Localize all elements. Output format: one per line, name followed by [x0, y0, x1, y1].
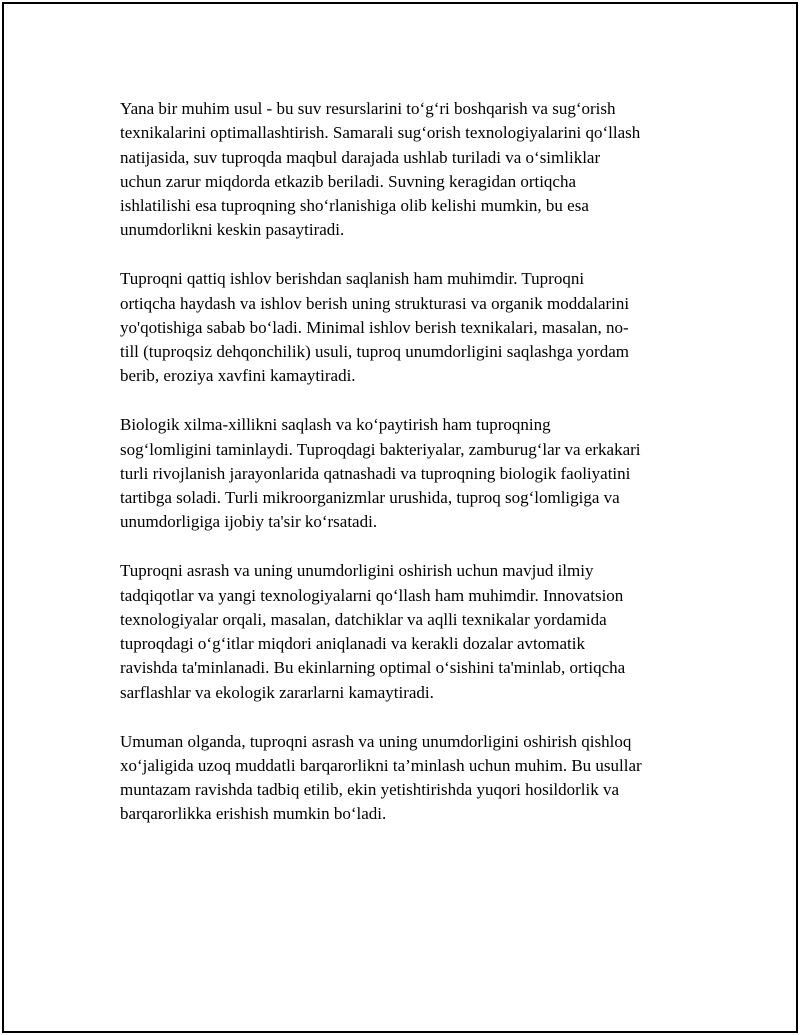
paragraph	[120, 559, 680, 705]
text-line: ortiqcha haydash va ishlov berish uning strukturasi va organik moddalarini	[120, 293, 630, 313]
text-line: tartibga soladi. Turli mikroorganizmlar urushida, tuproq sog‘lomligiga va	[120, 488, 620, 508]
text-line: natijasida, suv tuproqda maqbul darajada ushlab turiladi va o‘simliklar	[120, 147, 601, 167]
text-line: unumdorligiga ijobiy ta'sir ko‘rsatadi.	[120, 512, 378, 532]
text-line: unumdorlikni keskin pasaytiradi.	[120, 220, 345, 240]
text-line: berib, eroziya xavfini kamaytiradi.	[120, 366, 356, 386]
text-line: tuproqdagi o‘g‘itlar miqdori aniqlanadi va kerakli dozalar avtomatik	[120, 634, 585, 654]
text-line: till (tuproqsiz dehqonchilik) usuli, tuproq unumdorligini saqlashga yordam	[120, 342, 629, 362]
text-line: tadqiqotlar va yangi texnologiyalarni qo‘llash ham muhimdir. Innovatsion	[120, 585, 624, 605]
text-line: yo'qotishiga sabab bo‘ladi. Minimal ishlov berish texnikalari, masalan, no-	[120, 317, 629, 337]
paragraph	[120, 413, 680, 534]
text-line: Biologik xilma-xillikni saqlash va ko‘paytirish ham tuproqning	[120, 415, 551, 435]
text-line: Tuproqni qattiq ishlov berishdan saqlanish ham muhimdir. Tuproqni	[120, 269, 585, 289]
paragraph	[120, 97, 680, 243]
text-line: Tuproqni asrash va uning unumdorligini oshirish uchun mavjud ilmiy	[120, 561, 594, 581]
paragraph	[120, 730, 680, 827]
document-page	[2, 2, 798, 1033]
text-line: texnologiyalar orqali, masalan, datchiklar va aqlli texnikalar yordamida	[120, 609, 607, 629]
text-line: barqarorlikka erishish mumkin bo‘ladi.	[120, 804, 387, 824]
paragraph	[120, 267, 680, 388]
document-body	[120, 97, 680, 851]
text-line: texnikalarini optimallashtirish. Samarali sug‘orish texnologiyalarini qo‘llash	[120, 123, 641, 143]
text-line: Umuman olganda, tuproqni asrash va uning unumdorligini oshirish qishloq	[120, 731, 632, 751]
text-line: muntazam ravishda tadbiq etilib, ekin yetishtirishda yuqori hosildorlik va	[120, 780, 620, 800]
text-line: Yana bir muhim usul - bu suv resurslarini to‘g‘ri boshqarish va sug‘orish	[120, 99, 616, 118]
text-line: xo‘jaligida uzoq muddatli barqarorlikni ta’minlash uchun muhim. Bu usullar	[120, 755, 642, 775]
text-line: ravishda ta'minlanadi. Bu ekinlarning optimal o‘sishini ta'minlab, ortiqcha	[120, 658, 626, 678]
text-line: uchun zarur miqdorda etkazib beriladi. Suvning keragidan ortiqcha	[120, 171, 577, 191]
text-line: turli rivojlanish jarayonlarida qatnashadi va tuproqning biologik faoliyatini	[120, 463, 631, 483]
text-line: sog‘lomligini taminlaydi. Tuproqdagi bakteriyalar, zamburug‘lar va erkakari	[120, 439, 641, 459]
text-line: ishlatilishi esa tuproqning sho‘rlanishiga olib kelishi mumkin, bu esa	[120, 196, 589, 216]
text-line: sarflashlar va ekologik zararlarni kamaytiradi.	[120, 682, 434, 702]
